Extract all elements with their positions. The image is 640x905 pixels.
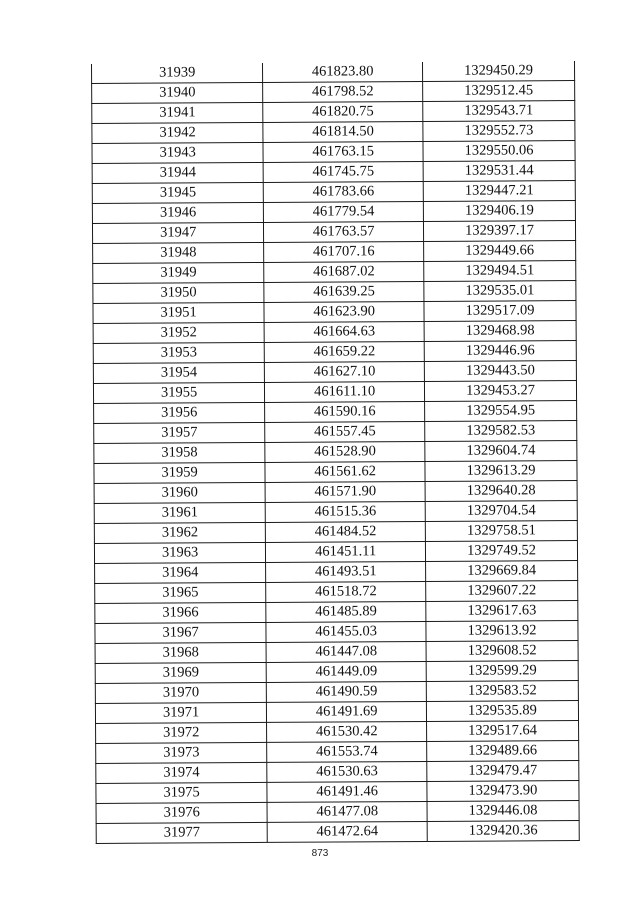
x-coordinate-cell: 461447.08 xyxy=(266,641,426,662)
table-row xyxy=(94,521,577,544)
y-coordinate-cell: 1329550.06 xyxy=(423,141,575,162)
x-coordinate-cell: 461477.08 xyxy=(267,801,427,822)
table-row xyxy=(95,621,578,644)
x-coordinate-cell: 461798.52 xyxy=(263,81,423,102)
table-row xyxy=(92,161,575,184)
y-coordinate-cell: 1329473.90 xyxy=(427,781,579,802)
y-coordinate-cell: 1329443.50 xyxy=(424,361,576,382)
table-row xyxy=(95,681,578,704)
y-coordinate-cell: 1329420.36 xyxy=(427,821,579,842)
point-id-cell: 31942 xyxy=(92,122,263,143)
table-row xyxy=(94,441,577,464)
point-id-cell: 31959 xyxy=(94,462,265,483)
point-id-cell: 31948 xyxy=(93,242,264,263)
x-coordinate-cell: 461484.52 xyxy=(266,521,426,542)
x-coordinate-cell: 461823.80 xyxy=(263,62,423,82)
table-row xyxy=(96,721,579,744)
x-coordinate-cell: 461783.66 xyxy=(264,181,424,202)
x-coordinate-cell: 461687.02 xyxy=(264,261,424,282)
x-coordinate-cell: 461530.63 xyxy=(267,761,427,782)
table-row xyxy=(94,501,577,524)
y-coordinate-cell: 1329494.51 xyxy=(424,261,576,282)
y-coordinate-cell: 1329535.89 xyxy=(426,701,578,722)
table-row xyxy=(92,221,575,244)
point-id-cell: 31954 xyxy=(93,362,264,383)
point-id-cell: 31940 xyxy=(92,82,263,103)
y-coordinate-cell: 1329406.19 xyxy=(423,201,575,222)
point-id-cell: 31975 xyxy=(96,782,267,803)
x-coordinate-cell: 461455.03 xyxy=(266,621,426,642)
x-coordinate-cell: 461623.90 xyxy=(264,301,424,322)
point-id-cell: 31952 xyxy=(93,322,264,343)
table-row xyxy=(96,821,579,844)
coordinate-table-body xyxy=(91,61,579,843)
table-row xyxy=(92,181,575,204)
x-coordinate-cell: 461493.51 xyxy=(266,561,426,582)
y-coordinate-cell: 1329749.52 xyxy=(425,541,577,562)
point-id-cell: 31960 xyxy=(94,482,265,503)
point-id-cell: 31956 xyxy=(94,402,265,423)
x-coordinate-cell: 461472.64 xyxy=(267,821,427,842)
x-coordinate-cell: 461491.46 xyxy=(267,781,427,802)
y-coordinate-cell: 1329582.53 xyxy=(425,421,577,442)
y-coordinate-cell: 1329446.96 xyxy=(424,341,576,362)
x-coordinate-cell: 461490.59 xyxy=(267,681,427,702)
y-coordinate-cell: 1329758.51 xyxy=(425,521,577,542)
table-row xyxy=(92,81,575,104)
point-id-cell: 31946 xyxy=(92,202,263,223)
x-coordinate-cell: 461561.62 xyxy=(265,461,425,482)
y-coordinate-cell: 1329512.45 xyxy=(423,81,575,102)
point-id-cell: 31939 xyxy=(91,63,262,84)
table-row xyxy=(93,381,576,404)
x-coordinate-cell: 461528.90 xyxy=(265,441,425,462)
table-row xyxy=(95,701,578,724)
table-row xyxy=(95,641,578,664)
y-coordinate-cell: 1329517.64 xyxy=(427,721,579,742)
point-id-cell: 31965 xyxy=(95,582,266,603)
point-id-cell: 31957 xyxy=(94,422,265,443)
point-id-cell: 31966 xyxy=(95,602,266,623)
point-id-cell: 31950 xyxy=(93,282,264,303)
y-coordinate-cell: 1329613.92 xyxy=(426,621,578,642)
y-coordinate-cell: 1329397.17 xyxy=(423,221,575,242)
y-coordinate-cell: 1329704.54 xyxy=(425,501,577,522)
point-id-cell: 31977 xyxy=(96,822,267,843)
point-id-cell: 31969 xyxy=(95,662,266,683)
x-coordinate-cell: 461763.57 xyxy=(264,221,424,242)
table-row xyxy=(91,61,574,83)
point-id-cell: 31961 xyxy=(94,502,265,523)
x-coordinate-cell: 461707.16 xyxy=(264,241,424,262)
table-row xyxy=(93,241,576,264)
y-coordinate-cell: 1329599.29 xyxy=(426,661,578,682)
table-row xyxy=(92,141,575,164)
point-id-cell: 31958 xyxy=(94,442,265,463)
x-coordinate-cell: 461590.16 xyxy=(265,401,425,422)
y-coordinate-cell: 1329604.74 xyxy=(425,441,577,462)
page-number: 873 xyxy=(311,848,329,859)
point-id-cell: 31944 xyxy=(92,162,263,183)
y-coordinate-cell: 1329543.71 xyxy=(423,101,575,122)
x-coordinate-cell: 461664.63 xyxy=(264,321,424,342)
y-coordinate-cell: 1329517.09 xyxy=(424,301,576,322)
point-id-cell: 31945 xyxy=(92,182,263,203)
x-coordinate-cell: 461745.75 xyxy=(263,161,423,182)
y-coordinate-cell: 1329489.66 xyxy=(427,741,579,762)
point-id-cell: 31943 xyxy=(92,142,263,163)
x-coordinate-cell: 461515.36 xyxy=(265,501,425,522)
y-coordinate-cell: 1329640.28 xyxy=(425,481,577,502)
table-row xyxy=(93,281,576,304)
y-coordinate-cell: 1329450.29 xyxy=(423,61,575,81)
point-id-cell: 31949 xyxy=(93,262,264,283)
table-row xyxy=(94,421,577,444)
y-coordinate-cell: 1329453.27 xyxy=(424,381,576,402)
table-row xyxy=(92,201,575,224)
x-coordinate-cell: 461553.74 xyxy=(267,741,427,762)
y-coordinate-cell: 1329449.66 xyxy=(424,241,576,262)
x-coordinate-cell: 461627.10 xyxy=(265,361,425,382)
y-coordinate-cell: 1329552.73 xyxy=(423,121,575,142)
table-row xyxy=(94,401,577,424)
table-row xyxy=(93,261,576,284)
x-coordinate-cell: 461571.90 xyxy=(265,481,425,502)
point-id-cell: 31972 xyxy=(96,722,267,743)
point-id-cell: 31953 xyxy=(93,342,264,363)
y-coordinate-cell: 1329554.95 xyxy=(425,401,577,422)
x-coordinate-cell: 461449.09 xyxy=(266,661,426,682)
x-coordinate-cell: 461518.72 xyxy=(266,581,426,602)
point-id-cell: 31955 xyxy=(93,382,264,403)
point-id-cell: 31967 xyxy=(95,622,266,643)
table-row xyxy=(95,561,578,584)
table-row xyxy=(96,741,579,764)
table-row xyxy=(92,121,575,144)
x-coordinate-cell: 461530.42 xyxy=(267,721,427,742)
point-id-cell: 31968 xyxy=(95,642,266,663)
y-coordinate-cell: 1329583.52 xyxy=(426,681,578,702)
point-id-cell: 31963 xyxy=(94,542,265,563)
table-row xyxy=(94,461,577,484)
table-row xyxy=(95,661,578,684)
table-row xyxy=(93,361,576,384)
y-coordinate-cell: 1329608.52 xyxy=(426,641,578,662)
table-row xyxy=(94,481,577,504)
table-row xyxy=(96,761,579,784)
y-coordinate-cell: 1329531.44 xyxy=(423,161,575,182)
x-coordinate-cell: 461779.54 xyxy=(264,201,424,222)
y-coordinate-cell: 1329617.63 xyxy=(426,601,578,622)
y-coordinate-cell: 1329535.01 xyxy=(424,281,576,302)
table-row xyxy=(93,301,576,324)
x-coordinate-cell: 461485.89 xyxy=(266,601,426,622)
y-coordinate-cell: 1329447.21 xyxy=(423,181,575,202)
table-row xyxy=(93,341,576,364)
x-coordinate-cell: 461820.75 xyxy=(263,101,423,122)
table-row xyxy=(95,601,578,624)
point-id-cell: 31964 xyxy=(95,562,266,583)
coordinate-table xyxy=(91,61,580,844)
point-id-cell: 31973 xyxy=(96,742,267,763)
table-row xyxy=(93,321,576,344)
point-id-cell: 31970 xyxy=(95,682,266,703)
point-id-cell: 31947 xyxy=(92,222,263,243)
y-coordinate-cell: 1329479.47 xyxy=(427,761,579,782)
x-coordinate-cell: 461763.15 xyxy=(263,141,423,162)
point-id-cell: 31974 xyxy=(96,762,267,783)
point-id-cell: 31976 xyxy=(96,802,267,823)
x-coordinate-cell: 461491.69 xyxy=(267,701,427,722)
point-id-cell: 31941 xyxy=(92,102,263,123)
table-row xyxy=(96,801,579,824)
point-id-cell: 31951 xyxy=(93,302,264,323)
x-coordinate-cell: 461557.45 xyxy=(265,421,425,442)
x-coordinate-cell: 461659.22 xyxy=(264,341,424,362)
y-coordinate-cell: 1329669.84 xyxy=(426,561,578,582)
table-row xyxy=(92,101,575,124)
table-row xyxy=(94,541,577,564)
y-coordinate-cell: 1329607.22 xyxy=(426,581,578,602)
x-coordinate-cell: 461814.50 xyxy=(263,121,423,142)
x-coordinate-cell: 461611.10 xyxy=(265,381,425,402)
point-id-cell: 31971 xyxy=(95,702,266,723)
point-id-cell: 31962 xyxy=(94,522,265,543)
y-coordinate-cell: 1329468.98 xyxy=(424,321,576,342)
table-row xyxy=(95,581,578,604)
y-coordinate-cell: 1329446.08 xyxy=(427,801,579,822)
x-coordinate-cell: 461451.11 xyxy=(266,541,426,562)
table-row xyxy=(96,781,579,804)
y-coordinate-cell: 1329613.29 xyxy=(425,461,577,482)
x-coordinate-cell: 461639.25 xyxy=(264,281,424,302)
